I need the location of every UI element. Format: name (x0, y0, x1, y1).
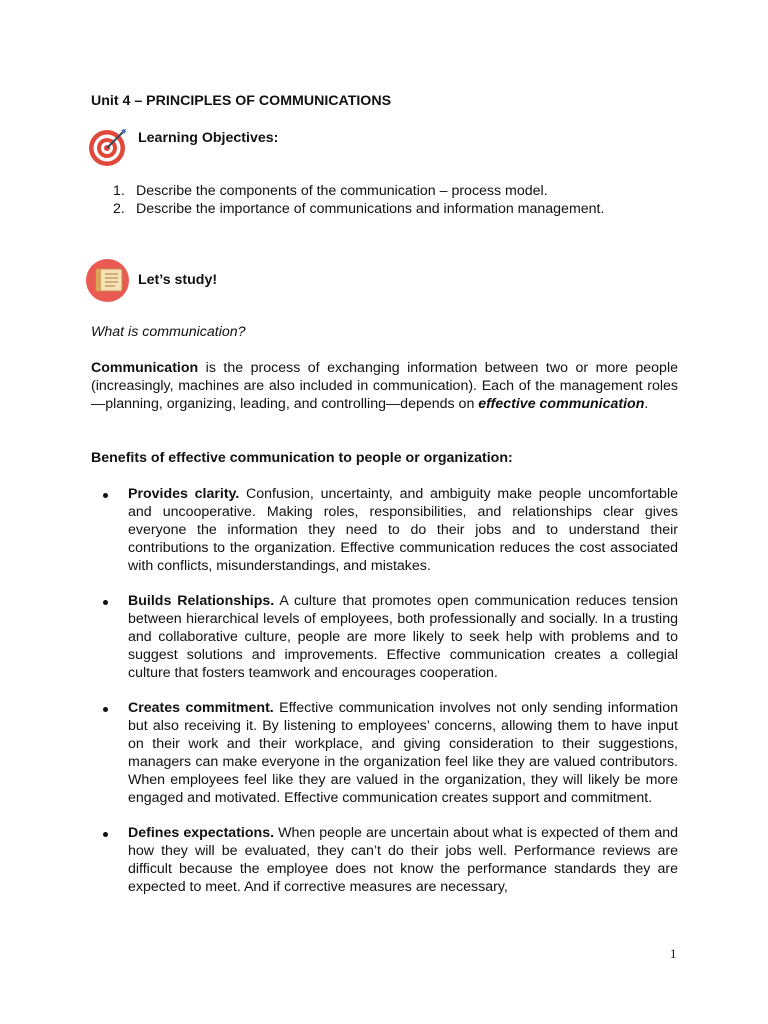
benefit-text: Confusion, uncertainty, and ambiguity make people uncomfortable and uncooperative. Making roles, responsibilities, and relationships clear gives everyone the information they need to do their jobs and to understand their contributions to the organization. Effective communication reduces the cost associated with conflicts, misunderstandings, and mistakes. (128, 486, 678, 574)
target-icon (88, 127, 128, 167)
benefit-title: Defines expectations. (128, 825, 275, 841)
benefits-list (91, 486, 678, 914)
list-item: 1. Describe the components of the communication – process model. (113, 183, 548, 199)
benefit-text: Effective communication involves not only sending information but also receiving it. By listening to employees’ concerns, allowing them to have input on their work and their workplace, and giving consideration to their suggestions, managers can make everyone in the organization feel like they are valued contributors. When employees feel like they are valued in the organization, they will likely be more engaged and motivated. Effective communication creates support and commitment. (128, 700, 678, 806)
benefit-title: Builds Relationships. (128, 593, 275, 610)
objectives-list (91, 182, 604, 218)
benefit-title: Creates commitment. (128, 700, 274, 717)
learning-objectives-label: Learning Objectives: (138, 130, 279, 146)
benefit-title: Provides clarity. (128, 486, 240, 502)
definition-term: Communication (91, 360, 199, 376)
definition-paragraph: Communication is the process of exchanging information between two or more people (increasingly, machines are also included in communication). Each of the management roles—planning, organizing, leading, and controlling—depends on effective communication. (91, 360, 678, 412)
bullet-icon (103, 707, 108, 712)
bullet-icon (103, 493, 108, 498)
benefit-text: When people are uncertain about what is expected of them and how they will be evaluated, they can’t do their jobs well. Performance reviews are difficult because the employee does not know the performance standards they are expected to meet. And if corrective measures are necessary, (128, 825, 678, 895)
list-item (91, 593, 678, 683)
definition-emphasis: effective communication (478, 395, 645, 412)
bullet-icon (103, 832, 108, 837)
list-item: 2. Describe the importance of communications and information management. (113, 201, 605, 217)
list-item (91, 486, 678, 576)
lets-study-label: Let’s study! (138, 272, 218, 288)
page-title: Unit 4 – PRINCIPLES OF COMMUNICATIONS (91, 93, 392, 109)
list-item (91, 825, 678, 897)
book-icon (85, 258, 130, 303)
list-item (91, 700, 678, 807)
bullet-icon (103, 600, 108, 605)
benefit-text: A culture that promotes open communication reduces tension between hierarchical levels of employees, both professionally and socially. In a trusting and collaborative culture, people are more likely to seek help with problems and to suggest solutions and improvements. Effective communication creates a collegial culture that fosters teamwork and encourages cooperation. (128, 593, 678, 681)
page-number: 1 (670, 946, 677, 961)
benefits-heading: Benefits of effective communication to people or organization: (91, 450, 513, 466)
section-question: What is communication? (91, 324, 246, 340)
